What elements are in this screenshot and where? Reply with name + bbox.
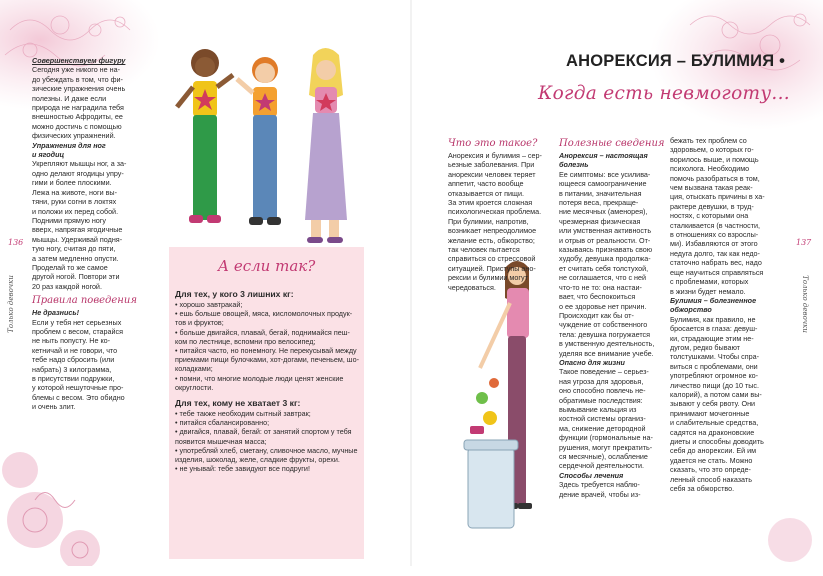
text-line: оно способно повлечь не- (559, 386, 646, 396)
tips-box (169, 247, 364, 559)
text-line: себя до анорексии. Ей им (670, 446, 757, 456)
right-page-number: 137 (796, 238, 812, 247)
list-item: изделия, шоколад, желе, сладкие фрукты, орехи. (175, 455, 340, 465)
text-line: в питании, значительная (559, 188, 642, 198)
text-line: рушения, могут прекратить- (559, 442, 653, 452)
text-line: удается не стать. Можно (670, 455, 753, 465)
text-line: ворилось выше, и помощь (670, 154, 759, 164)
text-line: психологическая проблема. (448, 207, 542, 217)
text-line: При булимии, напротив, (448, 216, 529, 226)
section-title: обжорство (670, 305, 712, 315)
text-line: в отношениях со взрослы- (670, 230, 759, 240)
text-line: Лежа на животе, ноги вы- (32, 187, 117, 197)
text-line: одно делают ягодицы упру- (32, 168, 124, 178)
left-page-number: 136 (8, 238, 24, 247)
text-line: тебе надо сбросить (или (32, 355, 115, 365)
text-line: ние месячных (аменорея), (559, 207, 648, 217)
text-line: проблем с весом, старайся (32, 326, 124, 336)
tips-box-title (169, 247, 364, 285)
text-line: сердечной деятельности. (559, 461, 644, 471)
section-title: Не дразнись! (32, 308, 80, 318)
tips-list (175, 300, 363, 392)
text-line: справиться со стрессовой (448, 254, 536, 264)
text-line: дугом, редко бывают (670, 342, 740, 352)
page-subtitle: Когда есть невмоготу... (538, 83, 790, 104)
text-line: Здесь требуется наблю- (559, 480, 640, 490)
list-item: • тебе также необходим сытный завтрак; (175, 409, 311, 419)
text-line: что-то не то: она настаи- (559, 282, 642, 292)
text-line: блемы с весом. Это обидно (32, 392, 125, 402)
list-item: • питайся сбалансированно; (175, 418, 270, 428)
text-line: так человек пытается (448, 245, 520, 255)
useful-info-heading: Полезные сведения (559, 138, 665, 149)
text-line: возникает непреодолимое (448, 226, 537, 236)
text-line: а затем медленно опусти. (32, 253, 119, 263)
text-line: худобу, девушка продолжа- (559, 254, 651, 264)
text-line: садятся на драконовские (670, 427, 755, 437)
text-line: гими и более плоскими. (32, 178, 112, 188)
text-line: Укрепляют мышцы ног, а за- (32, 159, 127, 169)
text-line: ющееся самоограничение (559, 179, 647, 189)
text-line: Если у тебя нет серьезных (32, 317, 122, 327)
useful-info-column (559, 136, 665, 499)
section-title: Упражнения для ног (32, 140, 106, 150)
page-title: АНОРЕКСИЯ – БУЛИМИЯ • (566, 52, 786, 70)
text-line: рактере девушки, в труд- (670, 201, 754, 211)
text-line: сказать, что это опреде- (670, 465, 751, 475)
list-item: округлости. (175, 382, 214, 392)
what-is-it-column (448, 136, 548, 292)
section-title: Совершенствуем фигуру (32, 56, 126, 65)
right-section-label: Только девочки (800, 275, 809, 333)
text-line: или умственная активность (559, 226, 652, 236)
text-line: тяни, руки согни в локтях (32, 197, 117, 207)
list-item: тов и фруктов; (175, 318, 224, 328)
text-line: внешностью Афродиты, ее (32, 112, 123, 122)
text-line: зические упражнения очень (32, 84, 126, 94)
list-item: • двигайся, плавай, бегай: от занятий спортом у тебя (175, 427, 352, 437)
text-line: себя за обжорство. (670, 484, 735, 494)
text-line: ма, снижение детородной (559, 423, 646, 433)
text-line: чрезмерная физическая (559, 216, 641, 226)
section-title: болезнь (559, 160, 589, 170)
rules-heading: Правила поведения (32, 295, 137, 307)
text-line: толстушками. Чтобы спра- (670, 352, 759, 362)
text-line: ситуацией. Приступы ано- (448, 263, 536, 273)
text-line: вымывание кальция из (559, 404, 637, 414)
text-line: чем вызвана такая реак- (670, 183, 753, 193)
text-line: виться с проблемами, они (670, 361, 758, 371)
text-line: ьезные заболевания. При (448, 160, 535, 170)
text-line: бежать тех проблем со (670, 136, 747, 145)
text-line: Подними прямую ногу (32, 215, 107, 225)
tips-box-title-text: А если так? (217, 257, 316, 275)
section-title: Опасно для жизни (559, 357, 625, 367)
continued-column (670, 136, 772, 493)
list-item: • употребляй хлеб, сметану, сливочное масло, мучные (175, 445, 358, 455)
text-line: чередоваться. (448, 282, 496, 292)
text-line: и отрыв от реальности. От- (559, 235, 651, 245)
text-line: не ныть попусту. Не ко- (32, 336, 111, 346)
text-line: другой ногой. Повтори эти (32, 272, 120, 282)
text-line: желание есть, обжорство; (448, 235, 535, 245)
text-line: вверх, напрягая ягодичные (32, 225, 123, 235)
text-line: принимают мочегонные (670, 408, 750, 418)
text-line: и очень злит. (32, 402, 76, 412)
text-line: обратимые последствия: (559, 395, 643, 405)
text-line: в присутствии подружки, (32, 374, 115, 383)
text-line: зывают у себя рвоту. Они (670, 399, 756, 409)
text-line: недуга долго, так как недо- (670, 248, 760, 258)
text-line: рексии и булимии могут (448, 273, 528, 283)
text-line: отказывается от пищи. (448, 188, 524, 198)
text-line: тую ногу, считая до пяти, (32, 244, 116, 254)
text-line: ет считать себя толстухой, (559, 263, 649, 273)
list-item: приемами пищи булочками, хот-догами, печеньем, шо- (175, 355, 359, 365)
text-line: бросается в глаза: девуш- (670, 324, 758, 334)
text-line: чуждение от собственного (559, 320, 648, 330)
tips-heading: Для тех, кому не хватает 3 кг: (175, 398, 301, 409)
text-line: употребляют огромное ко- (670, 371, 759, 381)
text-line: можно достичь с помощью (32, 121, 122, 131)
text-line: диеты и способны доводить (670, 437, 764, 446)
text-line: казываясь признавать свою (559, 245, 653, 255)
list-item: • больше двигайся, плавай, бегай, поднимайся пеш- (175, 327, 350, 337)
list-item: • помни, что многие молодые люди ценят женские (175, 373, 344, 383)
text-line: с проблемами, которых (670, 277, 749, 287)
text-line: мышцы. Удерживай подня- (32, 234, 123, 244)
list-item: • хорошо завтракай; (175, 300, 243, 309)
text-line: полезны. И даже если (32, 93, 107, 103)
text-line: психолога. Необходимо (670, 164, 750, 174)
text-line: За этим кроется сложная (448, 198, 533, 208)
text-line: сталкивается (в частности, (670, 220, 761, 230)
text-line: в умственную деятельность, (559, 339, 655, 349)
section-title: и ягодиц (32, 150, 65, 160)
list-item: коладками; (175, 364, 213, 374)
text-line: природа не наградила тебя (32, 103, 124, 113)
text-line: и положи их перед собой. (32, 206, 119, 216)
text-line: Проделай то же самое (32, 262, 108, 272)
text-line: Такое поведение – серьез- (559, 367, 649, 377)
section-title: Способы лечения (559, 470, 624, 480)
tips-list (175, 409, 363, 473)
text-line: личество пищи (до 10 тыс. (670, 380, 760, 390)
list-item: ком по лестнице, вспомни про велосипед; (175, 336, 316, 346)
text-line: здоровьем, о которых го- (670, 145, 754, 155)
text-line: Булимия, как правило, не (670, 314, 756, 324)
text-line: ся месячные), ослабление (559, 452, 648, 461)
three-girls-illustration (165, 15, 375, 265)
text-line: тела: девушка погружается (559, 329, 651, 339)
text-line: 20 раз каждой ногой. (32, 281, 102, 291)
tips-heading: Для тех, у кого 3 лишних кг: (175, 289, 294, 299)
text-line: до убеждать в том, что фи- (32, 74, 123, 84)
text-line: костной системы организ- (559, 414, 646, 424)
what-is-it-heading: Что это такое? (448, 138, 538, 149)
text-line: Ее симптомы: все усилива- (559, 169, 651, 179)
text-line: Анорексия и булимия – сер- (448, 151, 542, 160)
text-line: и слабительные средства, (670, 418, 759, 428)
text-line: физических упражнений. (32, 131, 116, 141)
list-item: • питайся часто, но понемногу. Не перекусывай между (175, 346, 357, 356)
list-item: • не унывай: тебе завидуют все подруги! (175, 464, 310, 474)
text-line: ми). Избавляются от этого (670, 239, 758, 249)
section-title: Булимия – болезненное (670, 295, 757, 305)
text-line: кетничай и не говори, что (32, 345, 118, 355)
text-line: набрать) 3 килограмма, (32, 364, 112, 374)
tips-box-content (175, 287, 363, 473)
list-item: • ешь больше овощей, мяса, кисломолочных продук- (175, 309, 353, 319)
text-line: потеря веса, прекраще- (559, 198, 639, 208)
text-line: анорексии человек теряет (448, 169, 536, 179)
text-line: дение врачей, чтобы из- (559, 489, 641, 499)
text-line: ленный способ наказать (670, 474, 752, 484)
text-line: статочно набрать вес, надо (670, 258, 762, 268)
text-line: ки, страдающие этим не- (670, 333, 754, 343)
text-line: не соглашается, что с ней (559, 273, 647, 283)
text-line: ция, отыскать причины в ха- (670, 192, 765, 202)
text-line: Сегодня уже никого не на- (32, 65, 121, 75)
text-line: калорий), а потом сами вы- (670, 389, 762, 399)
text-line: помочь разобраться в том, (670, 173, 760, 183)
text-line: аппетит, часто вообще (448, 179, 524, 189)
text-line: уделяя все внимание учебе. (559, 348, 654, 358)
text-line: еще научиться справляться (670, 267, 764, 277)
section-title: Анорексия – настоящая (559, 151, 648, 160)
text-line: Происходит как бы от- (559, 310, 634, 320)
text-line: ная угроза для здоровья, (559, 376, 644, 386)
text-line: о ее здоровье нет причин. (559, 301, 647, 311)
left-section-label: Только девочки (6, 275, 15, 333)
text-line: в жизни будет немало. (670, 286, 746, 296)
text-line: функции (гормональные на- (559, 433, 653, 443)
text-line: вает, что беспокоиться (559, 292, 636, 302)
text-line: ностях, с которыми она (670, 211, 749, 221)
text-line: у которой нешуточные про- (32, 383, 124, 393)
left-column (32, 56, 160, 412)
list-item: появится мышечная масса; (175, 436, 267, 446)
